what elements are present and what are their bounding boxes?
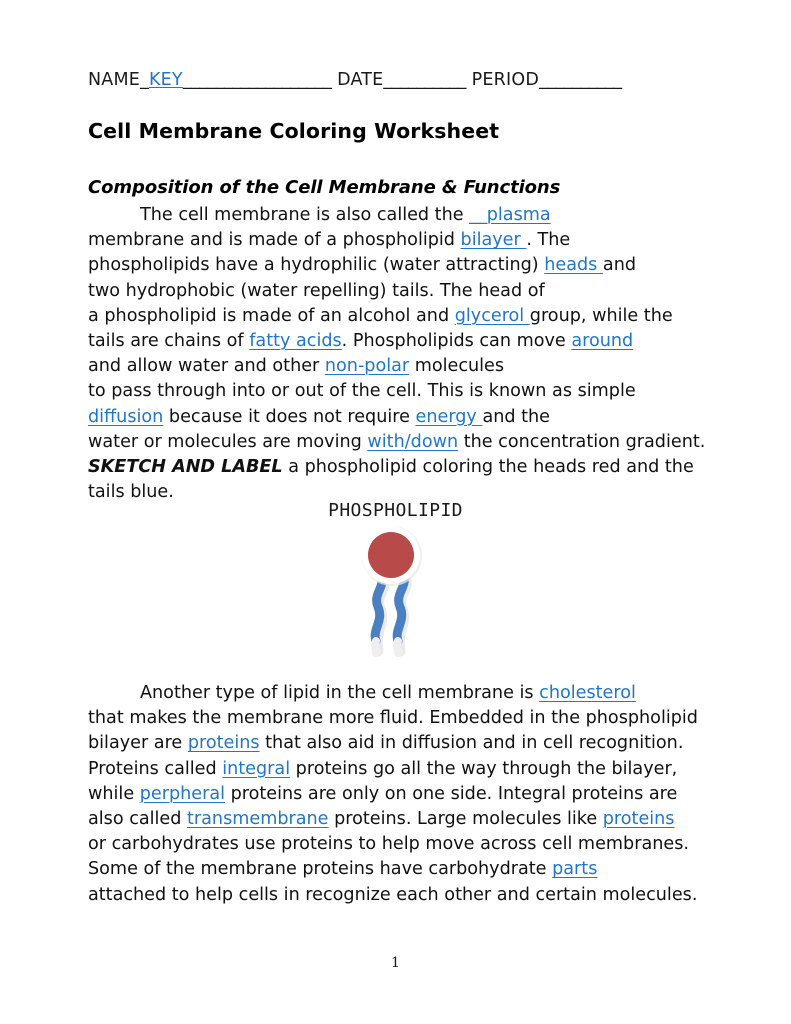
body-text: bilayer are (88, 733, 188, 754)
answer-blank[interactable]: perpheral (139, 783, 226, 804)
body-text: a phospholipid is made of an alcohol and (88, 305, 455, 326)
body-text: proteins go all the way through the bilayer, (290, 758, 678, 779)
body-text: two hydrophobic (water repelling) tails. The head of (88, 280, 545, 301)
answer-blank[interactable]: energy (415, 406, 483, 427)
body-text: proteins are only on one side. Integral proteins are (225, 783, 678, 804)
text-line (88, 883, 728, 908)
answer-blank[interactable]: __plasma (469, 205, 551, 225)
page-number: 1 (391, 955, 400, 971)
answer-blank[interactable]: diffusion (88, 406, 164, 427)
page-title: Cell Membrane Coloring Worksheet (88, 119, 500, 143)
body-text: and the (482, 406, 551, 427)
text-line (88, 731, 728, 756)
name-value-key: KEY (148, 70, 183, 90)
body-text: molecules (409, 356, 505, 377)
date-label: DATE (337, 70, 384, 90)
body-text: Some of the membrane proteins have carbohydrate (88, 859, 553, 880)
body-text: tails are chains of (88, 330, 250, 351)
body-text: that also aid in diffusion and in cell recognition. (259, 733, 684, 754)
name-lead-underscore: _ (140, 70, 149, 90)
answer-blank[interactable]: transmembrane (187, 808, 329, 829)
emphasis-text: SKETCH AND LABEL (88, 456, 283, 477)
phospholipid-head-circle (362, 526, 422, 586)
phospholipid-diagram (336, 521, 456, 661)
answer-blank[interactable]: cholesterol (539, 683, 636, 703)
paragraph-composition (88, 203, 728, 505)
text-line (88, 379, 728, 404)
body-text: that makes the membrane more fluid. Embedded in the phospholipid (88, 708, 698, 729)
text-line (88, 455, 728, 480)
period-label: PERIOD (471, 70, 540, 90)
date-blank[interactable]: __________ (383, 70, 466, 90)
body-text: to pass through into or out of the cell. This is known as simple (88, 381, 636, 402)
text-line (88, 681, 728, 706)
answer-blank[interactable]: proteins (602, 808, 675, 829)
body-text: a phospholipid coloring the heads red and the (282, 456, 694, 477)
name-blank[interactable]: __________________ (182, 70, 332, 90)
answer-blank[interactable]: heads (544, 255, 603, 276)
text-line (88, 228, 728, 253)
answer-blank[interactable]: with/down (367, 431, 459, 452)
body-text: because it does not require (163, 406, 416, 427)
body-text: while (88, 783, 140, 804)
body-text: and allow water and other (88, 356, 325, 377)
body-text: and (602, 255, 637, 276)
body-text: . The (526, 230, 571, 251)
body-text: . Phospholipids can move (341, 330, 572, 351)
body-text: Proteins called (88, 758, 223, 779)
answer-blank[interactable]: around (571, 330, 634, 351)
answer-blank[interactable]: non-polar (324, 356, 410, 377)
paragraph-proteins (88, 681, 728, 908)
body-text: membrane and is made of a phospholipid (88, 230, 461, 251)
text-line (88, 757, 728, 782)
text-line (88, 430, 728, 455)
body-text: phospholipids have a hydrophilic (water attracting) (88, 255, 545, 276)
body-text: The cell membrane is also called the (140, 205, 470, 225)
body-text: group, while the (529, 305, 673, 326)
answer-blank[interactable]: parts (552, 859, 598, 880)
phospholipid-figure (0, 500, 791, 661)
text-line (88, 857, 728, 882)
text-line (88, 807, 728, 832)
answer-blank[interactable]: bilayer (460, 230, 527, 251)
text-line (88, 832, 728, 857)
text-line (88, 203, 728, 228)
text-line (88, 354, 728, 379)
figure-caption: PHOSPHOLIPID (328, 500, 463, 521)
body-text: also called (88, 808, 188, 829)
body-text: water or molecules are moving (88, 431, 368, 452)
body-text: Another type of lipid in the cell membrane is (140, 683, 540, 703)
body-text: tails blue. (88, 482, 174, 503)
text-line (88, 405, 728, 430)
body-text: or carbohydrates use proteins to help move across cell membranes. (88, 834, 689, 855)
text-line (88, 253, 728, 278)
name-date-period-line (88, 70, 622, 90)
answer-blank[interactable]: integral (222, 758, 291, 779)
text-line (88, 329, 728, 354)
name-label: NAME (88, 70, 141, 90)
text-line (88, 706, 728, 731)
body-text: proteins. Large molecules like (328, 808, 603, 829)
phospholipid-svg (336, 521, 456, 661)
answer-blank[interactable]: fatty acids (249, 330, 342, 351)
text-line (88, 279, 728, 304)
text-line (88, 304, 728, 329)
period-blank[interactable]: __________ (539, 70, 622, 90)
body-text: attached to help cells in recognize each other and certain molecules. (88, 884, 698, 905)
body-text: the concentration gradient. (458, 431, 706, 452)
answer-blank[interactable]: proteins (187, 733, 260, 754)
section-heading: Composition of the Cell Membrane & Functions (88, 177, 561, 198)
text-line (88, 782, 728, 807)
answer-blank[interactable]: glycerol (454, 305, 530, 326)
